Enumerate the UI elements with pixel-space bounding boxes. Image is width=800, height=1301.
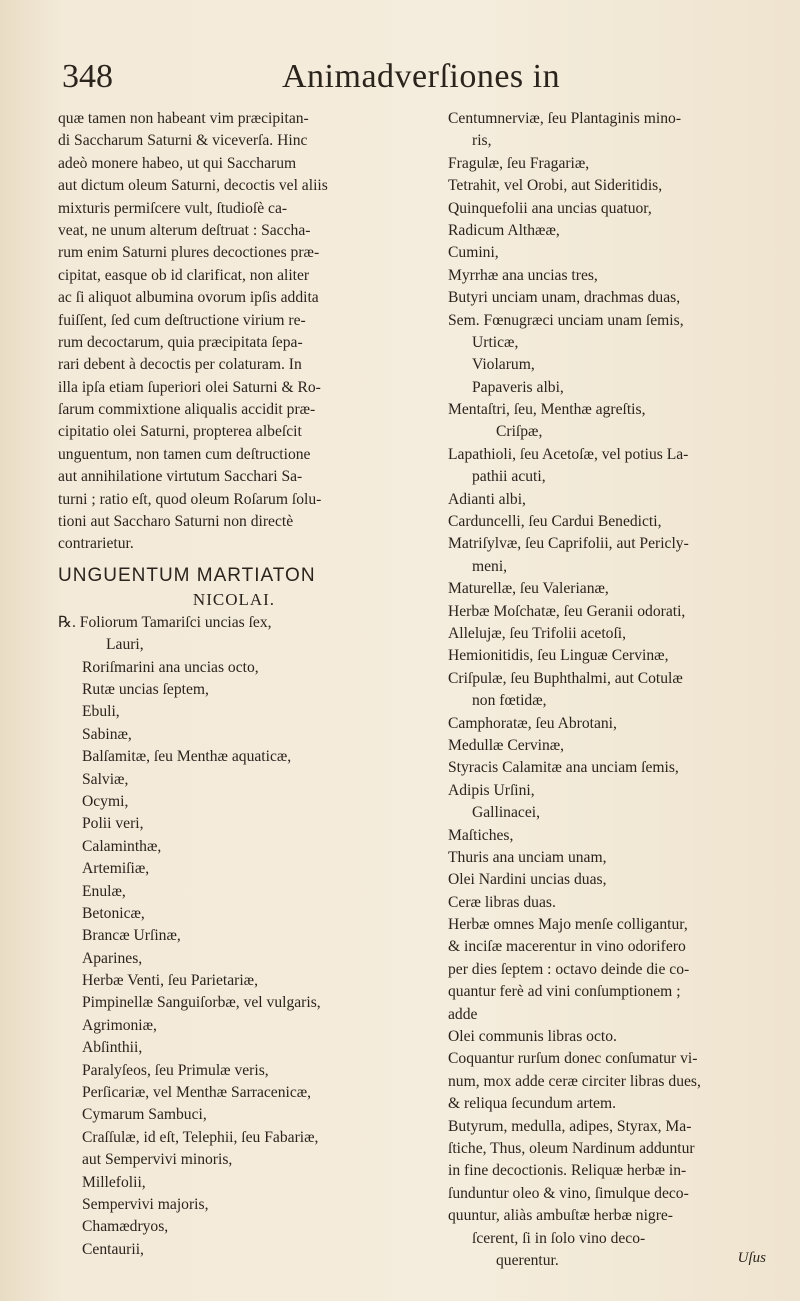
text-line: cipitatio olei Saturni, propterea albeſcit (58, 423, 302, 441)
ingredient-line: Perſicariæ, vel Menthæ Sarracenicæ, (82, 1084, 312, 1102)
ingredient-line: Lapathioli, ſeu Acetoſæ, vel potius La- (448, 445, 689, 463)
ingredient-line: ℞. Foliorum Tamariſci uncias ſex, (58, 613, 272, 631)
text-line: rum decoctarum, quia præcipitata ſepa- (58, 333, 303, 351)
ingredient-line: Medullæ Cervinæ, (448, 736, 565, 754)
ingredient-line: Brancæ Urſinæ, (82, 927, 181, 945)
right-column (448, 108, 778, 1272)
ingredient-line: Papaveris albi, (472, 378, 564, 396)
ingredient-line: Quinquefolii ana uncias quatuor, (448, 199, 652, 217)
ingredient-list-continued (448, 108, 778, 1272)
ingredient-line: Cumini, (448, 244, 499, 262)
ingredient-line: Centumnerviæ, ſeu Plantaginis mino- (448, 110, 682, 127)
ingredient-line: Ebuli, (82, 703, 120, 721)
ingredient-line: Sempervivi majoris, (82, 1195, 209, 1213)
commentary-paragraph (58, 108, 410, 556)
running-title: Animadverſiones in (282, 58, 561, 95)
ingredient-line: num, mox adde ceræ circiter libras dues, (448, 1072, 701, 1090)
ingredient-line: Pimpinellæ Sanguiſorbæ, vel vulgaris, (82, 994, 321, 1012)
text-line: tioni aut Saccharo Saturni non directè (58, 513, 294, 531)
text-line: veat, ne unum alterum deſtruat : Saccha- (58, 221, 311, 239)
ingredient-line: Adianti albi, (448, 490, 526, 508)
ingredient-line: Maturellæ, ſeu Valerianæ, (448, 580, 609, 598)
ingredient-line: adde (448, 1005, 478, 1023)
ingredient-line: Hemionitidis, ſeu Linguæ Cervinæ, (448, 647, 669, 665)
text-line: rum enim Saturni plures decoctiones præ- (58, 244, 320, 262)
ingredient-line: Cymarum Sambuci, (82, 1106, 207, 1124)
ingredient-line: Rutæ uncias ſeptem, (82, 680, 209, 698)
ingredient-line: Millefolii, (82, 1173, 146, 1191)
ingredient-line: Agrimoniæ, (82, 1016, 157, 1034)
ingredient-line: Sabinæ, (82, 725, 132, 743)
ingredient-line: Carduncelli, ſeu Cardui Benedicti, (448, 513, 662, 531)
ingredient-line: Mentaſtri, ſeu, Menthæ agreſtis, (448, 401, 646, 419)
ingredient-line: Styracis Calamitæ ana unciam ſemis, (448, 759, 679, 777)
ingredient-line: ſunduntur oleo & vino, ſimulque deco- (448, 1184, 689, 1202)
ingredient-line: Enulæ, (82, 882, 126, 900)
ingredient-line: ris, (472, 132, 492, 150)
ingredient-line: Radicum Althææ, (448, 221, 560, 239)
ingredient-line: Olei communis libras octo. (448, 1028, 617, 1046)
ingredient-line: Craſſulæ, id eſt, Telephii, ſeu Fabariæ, (82, 1128, 319, 1146)
ingredient-line: Coquantur rurſum donec conſumatur vi- (448, 1050, 698, 1068)
ingredient-line: meni, (472, 557, 508, 575)
left-column (58, 108, 410, 1261)
ingredient-line: Sem. Fœnugræci unciam unam ſemis, (448, 311, 684, 329)
text-line: contrarietur. (58, 535, 134, 553)
ingredient-line: Herbæ omnes Majo menſe colligantur, (448, 916, 688, 934)
text-line: adeò monere habeo, ut qui Saccharum (58, 154, 297, 172)
text-line: ac ſi aliquot albumina ovorum ipſis addita (58, 289, 319, 307)
ingredient-line: Lauri, (106, 636, 144, 654)
ingredient-line: Centaurii, (82, 1240, 144, 1258)
recipe-subheading: NICOLAI. (192, 589, 276, 609)
ingredient-line: Adipis Urſini, (448, 781, 535, 799)
ingredient-line: Butyri unciam unam, drachmas duas, (448, 289, 681, 307)
ingredient-line: Matriſylvæ, ſeu Caprifolii, aut Pericly- (448, 535, 689, 553)
catchword: Uſus (737, 1250, 766, 1266)
ingredient-line: Artemiſiæ, (82, 860, 150, 878)
ingredient-line: Olei Nardini uncias duas, (448, 871, 607, 889)
ingredient-line: Betonicæ, (82, 904, 145, 922)
ingredient-line: quantur ferè ad vini conſumptionem ; (448, 983, 681, 1001)
ingredient-line: Criſpæ, (496, 423, 543, 441)
ingredient-line: quuntur, aliàs ambuſtæ herbæ nigre- (448, 1207, 674, 1225)
ingredient-line: Polii veri, (82, 815, 144, 833)
ingredient-line: Myrrhæ ana uncias tres, (448, 266, 598, 284)
ingredient-line: Fragulæ, ſeu Fragariæ, (448, 154, 590, 172)
ingredient-line: ſcerent, ſi in ſolo vino deco- (472, 1229, 646, 1247)
page-number: 348 (62, 58, 113, 95)
ingredient-line: Criſpulæ, ſeu Buphthalmi, aut Cotulæ (448, 669, 683, 687)
ingredient-line: per dies ſeptem : octavo deinde die co- (448, 960, 690, 978)
ingredient-line: in fine decoctionis. Reliquæ herbæ in- (448, 1162, 687, 1180)
ingredient-list (58, 612, 410, 1261)
ingredient-line: pathii acuti, (472, 468, 546, 486)
text-line: cipitat, easque ob id clarificat, non aliter (58, 266, 310, 284)
ingredient-line: Camphoratæ, ſeu Abrotani, (448, 714, 617, 732)
ingredient-line: aut Sempervivi minoris, (82, 1151, 233, 1169)
ingredient-line: Gallinacei, (472, 804, 540, 822)
text-line: ſarum commixtione aliqualis accidit præ- (58, 401, 316, 419)
ingredient-line: Balſamitæ, ſeu Menthæ aquaticæ, (82, 748, 292, 766)
text-line: quæ tamen non habeant vim præcipitan- (58, 110, 309, 127)
ingredient-line: Ceræ libras duas. (448, 893, 556, 911)
text-line: illa ipſa etiam ſuperiori olei Saturni & Ro- (58, 378, 321, 396)
ingredient-line: Herbæ Venti, ſeu Parietariæ, (82, 972, 258, 990)
ingredient-line: & reliqua ſecundum artem. (448, 1095, 617, 1113)
text-line: fuiſſent, ſed cum deſtructione virium re- (58, 311, 306, 329)
text-line: di Saccharum Saturni & viceverſa. Hinc (58, 132, 308, 150)
ingredient-line: Allelujæ, ſeu Trifolii acetoſi, (448, 624, 627, 642)
ingredient-line: Thuris ana unciam unam, (448, 848, 607, 866)
ingredient-line: Urticæ, (472, 333, 519, 351)
ingredient-line: Ocymi, (82, 792, 129, 810)
text-line: rari debent à decoctis per colaturam. In (58, 356, 302, 374)
ingredient-line: Salviæ, (82, 770, 129, 788)
ingredient-line: Chamædryos, (82, 1218, 169, 1236)
text-line: aut annihilatione virtutum Sacchari Sa- (58, 468, 303, 486)
ingredient-line: & inciſæ macerentur in vino odorifero (448, 938, 686, 956)
ingredient-line: Butyrum, medulla, adipes, Styrax, Ma- (448, 1117, 692, 1135)
text-line: turni ; ratio eſt, quod oleum Roſarum ſolu- (58, 490, 322, 508)
text-line: aut dictum oleum Saturni, decoctis vel aliis (58, 177, 328, 195)
ingredient-line: querentur. (496, 1251, 559, 1269)
ingredient-line: Calaminthæ, (82, 837, 162, 855)
ingredient-line: Aparines, (82, 949, 143, 967)
recipe-heading: UNGUENTUM MARTIATON (58, 564, 316, 586)
ingredient-line: Violarum, (472, 356, 535, 374)
text-line: mixturis permiſcere vult, ſtudioſè ca- (58, 199, 288, 217)
ingredient-line: Herbæ Moſchatæ, ſeu Geranii odorati, (448, 602, 686, 620)
ingredient-line: Tetrahit, vel Orobi, aut Sideritidis, (448, 177, 663, 195)
text-line: unguentum, non tamen cum deſtructione (58, 445, 311, 463)
ingredient-line: non fœtidæ, (472, 692, 547, 710)
ingredient-line: Paralyſeos, ſeu Primulæ veris, (82, 1061, 269, 1079)
ingredient-line: Maſtiches, (448, 826, 514, 844)
ingredient-line: ſtiche, Thus, oleum Nardinum adduntur (448, 1139, 695, 1157)
ingredient-line: Abſinthii, (82, 1039, 143, 1057)
ingredient-line: Roriſmarini ana uncias octo, (82, 658, 259, 676)
page-header (0, 58, 800, 108)
